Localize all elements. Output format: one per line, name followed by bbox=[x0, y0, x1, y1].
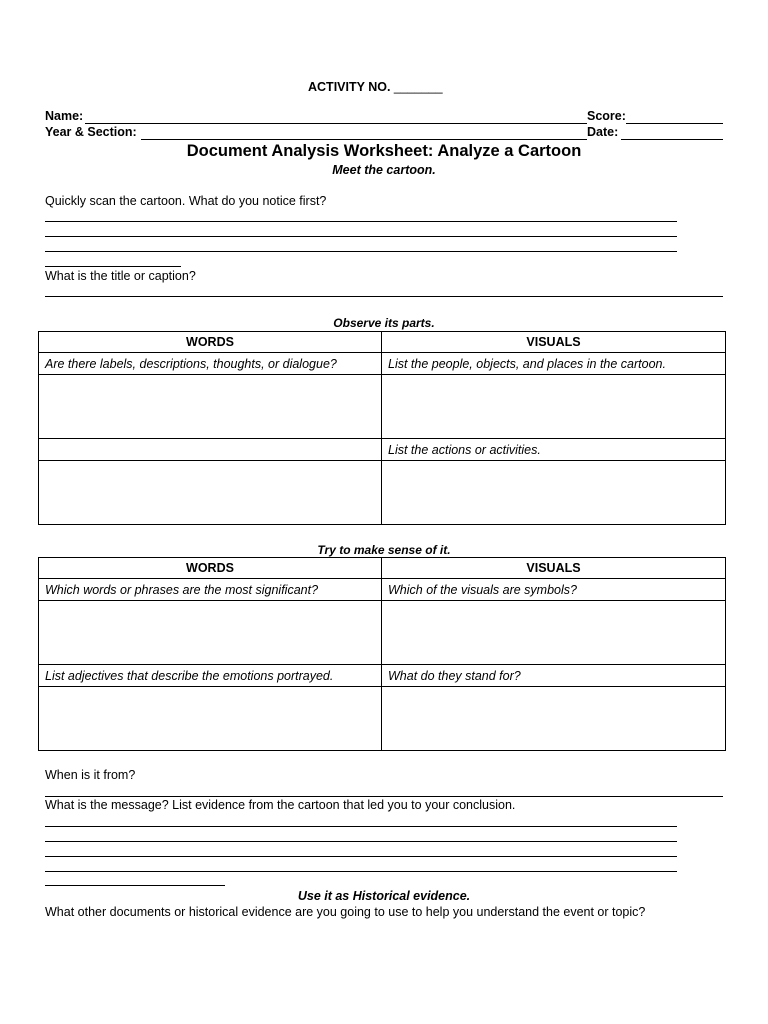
answer-line[interactable] bbox=[45, 296, 723, 297]
answer-line[interactable] bbox=[45, 871, 677, 872]
observe-visuals-answer-1[interactable] bbox=[382, 375, 726, 439]
sense-visuals-question-1: Which of the visuals are symbols? bbox=[382, 579, 726, 601]
answer-line[interactable] bbox=[45, 885, 225, 886]
observe-heading: Observe its parts. bbox=[333, 316, 435, 330]
observe-words-answer-2[interactable] bbox=[39, 461, 382, 525]
name-label: Name: bbox=[45, 109, 84, 123]
year-section-field[interactable] bbox=[141, 139, 587, 140]
answer-line[interactable] bbox=[45, 826, 677, 827]
sense-visuals-answer-2[interactable] bbox=[382, 687, 726, 751]
date-field[interactable] bbox=[621, 139, 723, 140]
observe-table bbox=[38, 331, 726, 525]
sense-words-question-1: Which words or phrases are the most significant? bbox=[39, 579, 382, 601]
observe-visuals-question-2: List the actions or activities. bbox=[382, 439, 726, 461]
observe-words-question: Are there labels, descriptions, thoughts, or dialogue? bbox=[39, 353, 382, 375]
historical-heading: Use it as Historical evidence. bbox=[297, 889, 471, 903]
answer-line[interactable] bbox=[45, 236, 677, 237]
score-field[interactable] bbox=[626, 123, 723, 124]
sense-table bbox=[38, 557, 726, 751]
sense-words-answer-2[interactable] bbox=[39, 687, 382, 751]
year-section-label: Year & Section: bbox=[45, 125, 137, 139]
observe-visuals-question-1: List the people, objects, and places in the cartoon. bbox=[382, 353, 726, 375]
question-when-from: When is it from? bbox=[45, 768, 136, 782]
answer-line[interactable] bbox=[45, 251, 677, 252]
answer-line[interactable] bbox=[45, 266, 181, 267]
question-other-documents: What other documents or historical evidence are you going to use to help you understand the event or topic? bbox=[45, 905, 646, 919]
answer-line[interactable] bbox=[45, 841, 677, 842]
observe-words-blank[interactable] bbox=[39, 439, 382, 461]
observe-visuals-header: VISUALS bbox=[382, 332, 726, 353]
date-label: Date: bbox=[587, 125, 619, 139]
score-label: Score: bbox=[587, 109, 626, 123]
question-title-caption: What is the title or caption? bbox=[45, 269, 196, 283]
page-subtitle: Meet the cartoon. bbox=[332, 163, 436, 177]
observe-visuals-answer-2[interactable] bbox=[382, 461, 726, 525]
sense-visuals-header: VISUALS bbox=[382, 558, 726, 579]
observe-words-answer-1[interactable] bbox=[39, 375, 382, 439]
answer-line[interactable] bbox=[45, 796, 723, 797]
activity-label: ACTIVITY NO. _______ bbox=[308, 80, 443, 94]
page-title: Document Analysis Worksheet: Analyze a Cartoon bbox=[186, 142, 582, 160]
sense-visuals-question-2: What do they stand for? bbox=[382, 665, 726, 687]
sense-heading: Try to make sense of it. bbox=[317, 543, 451, 557]
sense-words-answer-1[interactable] bbox=[39, 601, 382, 665]
sense-words-question-2: List adjectives that describe the emotions portrayed. bbox=[39, 665, 382, 687]
question-message: What is the message? List evidence from the cartoon that led you to your conclusion. bbox=[45, 798, 516, 812]
answer-line[interactable] bbox=[45, 856, 677, 857]
sense-words-header: WORDS bbox=[39, 558, 382, 579]
answer-line[interactable] bbox=[45, 221, 677, 222]
observe-words-header: WORDS bbox=[39, 332, 382, 353]
question-notice-first: Quickly scan the cartoon. What do you notice first? bbox=[45, 194, 327, 208]
sense-visuals-answer-1[interactable] bbox=[382, 601, 726, 665]
name-field[interactable] bbox=[85, 123, 587, 124]
